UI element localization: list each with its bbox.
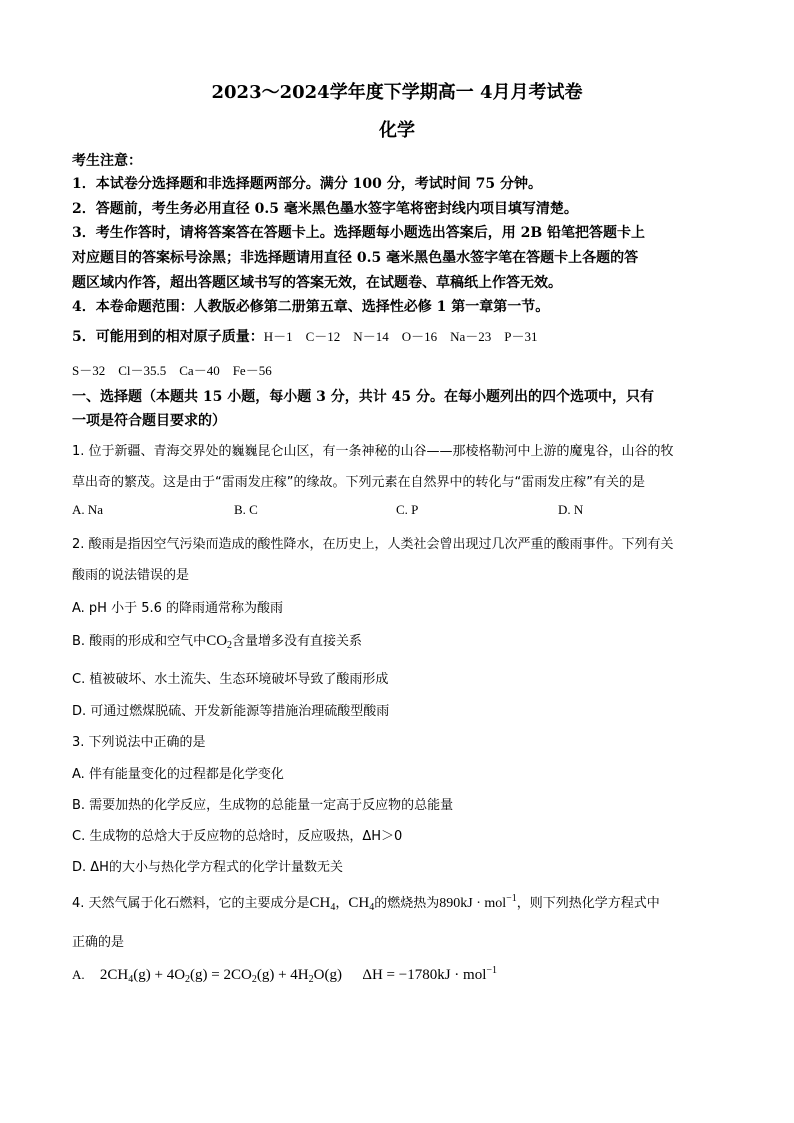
subject-title: 化学 — [379, 120, 415, 141]
q2-stem-line-1: 2. 酸雨是指因空气污染而造成的酸性降水，在历史上，人类社会曾出现过几次严重的酸雨事件。下列有关 — [72, 537, 674, 552]
q4-option-a: A. $2CH_4(g) + 4O_2(g) = 2CO_2(g) + 4H_2O(g)$ ΔH = −1780kJ · mol$^{-1}$ — [72, 965, 498, 985]
notice-heading: 考生注意： — [72, 153, 142, 169]
q3-option-a: A. 伴有能量变化的过程都是化学变化 — [72, 767, 284, 782]
notice-item-2: 2．答题前，考生务必用直径 0.5 毫米黑色墨水签字笔将密封线内项目填写清楚。 — [72, 201, 578, 217]
notice-item-3-line-2: 对应题目的答案标号涂黑；非选择题请用直径 0.5 毫米黑色墨水签字笔在答题卡上各题的答 — [72, 250, 639, 266]
notice-item-4: 4．本卷命题范围：人教版必修第二册第五章、选择性必修 1 第一章第一节。 — [72, 299, 550, 315]
q2-stem-line-2: 酸雨的说法错误的是 — [72, 568, 190, 583]
q3-option-b: B. 需要加热的化学反应，生成物的总能量一定高于反应物的总能量 — [72, 798, 454, 813]
exam-title: 2023～2024学年度下学期高一 4月月考试卷 — [211, 82, 583, 103]
notice-item-1: 1．本试卷分选择题和非选择题两部分。满分 100 分，考试时间 75 分钟。 — [72, 176, 542, 192]
q3-option-c: C. 生成物的总焓大于反应物的总焓时，反应吸热，ΔH＞0 — [72, 829, 403, 844]
notice-item-3-line-1: 3．考生作答时，请将答案答在答题卡上。选择题每小题选出答案后，用 2B 铅笔把答题卡上 — [72, 225, 646, 241]
notice-item-5 — [72, 326, 537, 346]
atomic-masses-1: H－1 C－12 N－14 O－16 Na－23 P－31 — [263, 329, 538, 344]
q4-stem-line-1: 4. 天然气属于化石燃料，它的主要成分是$CH_4$，$CH_4$的燃烧热为890kJ · mol$^{-1}$，则下列热化学方程式中 — [72, 893, 660, 913]
q2-option-c: C. 植被破坏、水土流失、生态环境破坏导致了酸雨形成 — [72, 672, 389, 687]
section-heading-line-2: 一项是符合题目要求的） — [72, 413, 226, 429]
atomic-masses-2: S－32 Cl－35.5 Ca－40 Fe－56 — [72, 363, 272, 378]
q1-option-c: C. P — [396, 502, 419, 517]
heat-value: 890kJ · mol$^{-1}$ — [439, 893, 517, 911]
q2-option-d: D. 可通过燃煤脱硫、开发新能源等措施治理硫酸型酸雨 — [72, 704, 390, 719]
q2-option-b: B. 酸雨的形成和空气中$CO_2$含量增多没有直接关系 — [72, 633, 363, 651]
atomic-mass-label: 5．可能用到的相对原子质量： — [72, 329, 264, 345]
co2-formula: $CO_2$ — [206, 633, 233, 651]
notice-item-3-line-3: 题区域内作答，超出答题区域书写的答案无效，在试题卷、草稿纸上作答无效。 — [72, 275, 562, 291]
q3-stem: 3. 下列说法中正确的是 — [72, 735, 206, 750]
section-heading-line-1: 一、选择题（本题共 15 小题，每小题 3 分，共计 45 分。在每小题列出的四个选项中，只有 — [72, 389, 654, 405]
q3-option-d: D. ΔH的大小与热化学方程式的化学计量数无关 — [72, 860, 343, 875]
ch4-formula: $CH_4$ — [309, 895, 336, 913]
q1-option-b: B. C — [234, 502, 258, 517]
q1-option-d: D. N — [558, 502, 584, 517]
ch4-formula-2: $CH_4$ — [348, 895, 375, 913]
thermochemical-equation: $2CH_4(g) + 4O_2(g) = 2CO_2(g) + 4H_2O(g)$ — [99, 967, 342, 985]
q4-stem-line-2: 正确的是 — [72, 935, 125, 950]
enthalpy-change: ΔH = −1780kJ · mol$^{-1}$ — [362, 965, 498, 983]
q2-option-a: A. pH 小于 5.6 的降雨通常称为酸雨 — [72, 601, 284, 616]
q1-stem-line-1: 1. 位于新疆、青海交界处的巍巍昆仑山区，有一条神秘的山谷——那棱格勒河中上游的魔鬼谷，山谷的牧 — [72, 444, 674, 459]
q1-option-a: A. Na — [72, 502, 104, 517]
q1-stem-line-2: 草出奇的繁茂。这是由于“雷雨发庄稼”的缘故。下列元素在自然界中的转化与“雷雨发庄稼”有关的是 — [72, 475, 645, 490]
